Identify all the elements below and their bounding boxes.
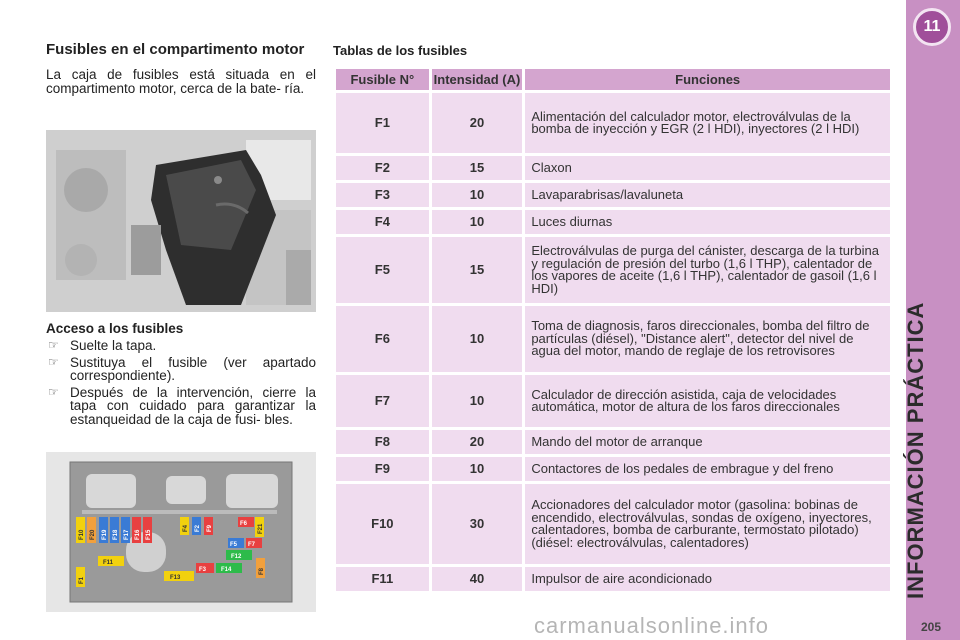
table-row (336, 567, 890, 591)
page-number: 205 (921, 620, 942, 634)
table-row (336, 375, 890, 427)
engine-compartment-photo (46, 130, 316, 312)
column-header-functions: Funciones (525, 69, 890, 90)
fuse-f16-label: F16 (135, 529, 141, 540)
fuse-amperage: 10 (432, 457, 523, 481)
fuse-f8-label: F8 (259, 567, 265, 575)
fuse-f17 (121, 517, 130, 543)
fuse-f12 (226, 550, 252, 560)
fuse-number: F11 (336, 567, 429, 591)
fuse-number: F1 (336, 93, 429, 153)
fuse-amperage: 10 (432, 375, 523, 427)
table-row (336, 183, 890, 207)
fuse-f11-label: F11 (103, 560, 114, 566)
tables-title: Tablas de los fusibles (333, 43, 468, 58)
fuse-number: F5 (336, 237, 429, 303)
fuse-number: F6 (336, 306, 429, 372)
fuse-f18 (110, 517, 119, 543)
hand-pointer-icon: ☞ (48, 384, 59, 399)
fuse-f15-label: F15 (146, 529, 152, 540)
column-header-amps: Intensidad (A) (432, 69, 523, 90)
fuse-amperage: 30 (432, 484, 523, 564)
intro-paragraph: La caja de fusibles está situada en el compartimento motor, cerca de la bate- ría. (46, 67, 316, 96)
fuse-f14-label: F14 (221, 567, 232, 573)
fuse-f13 (164, 571, 194, 581)
section-title: Fusibles en el compartimento motor (46, 41, 305, 58)
fuse-f19 (99, 517, 108, 543)
fuse-amperage: 15 (432, 156, 523, 180)
table-header-row (336, 69, 890, 90)
fuse-f12-label: F12 (231, 554, 242, 560)
fuse-f21 (255, 517, 264, 537)
fuse-f20 (87, 517, 96, 543)
fuse-amperage: 10 (432, 210, 523, 234)
hand-pointer-icon: ☞ (48, 338, 59, 352)
fuse-function: Calculador de dirección asistida, caja de velocidades automática, motor de altura de los faros direccionales (525, 375, 890, 427)
fuse-f9-label: F9 (207, 524, 213, 532)
chapter-number-badge: 11 (913, 8, 951, 46)
fuse-f1-label: F1 (79, 576, 85, 584)
fusebox-diagram (46, 452, 316, 612)
fuse-amperage: 10 (432, 183, 523, 207)
fuse-function: Accionadores del calculador motor (gasolina: bobinas de encendido, electroválvulas, sondas de oxígeno, inyectores, calentadores, bomba de carburante, termostato pilotado) (diésel: electroválvulas, calentadores) (525, 484, 890, 564)
fuse-amperage: 10 (432, 306, 523, 372)
fuse-table (333, 66, 893, 594)
fuse-function: Contactores de los pedales de embrague y del freno (525, 457, 890, 481)
step-item: ☞ Suelte la tapa. (48, 338, 157, 353)
watermark: carmanualsonline.info (534, 613, 770, 638)
fuse-amperage: 15 (432, 237, 523, 303)
fuse-f9 (204, 517, 213, 535)
fuse-f3-label: F3 (199, 567, 207, 573)
table-row (336, 156, 890, 180)
fuse-amperage: 20 (432, 93, 523, 153)
fuse-f19-label: F19 (102, 529, 108, 540)
table-row (336, 93, 890, 153)
fuse-f15 (143, 517, 152, 543)
fuse-amperage: 20 (432, 430, 523, 454)
fuse-number: F10 (336, 484, 429, 564)
fuse-f11 (98, 556, 124, 566)
access-title: Acceso a los fusibles (46, 321, 184, 336)
fuse-function: Alimentación del calculador motor, electroválvulas de la bomba de inyección y EGR (2 l HDI), inyectores (2 l HDI) (525, 93, 890, 153)
fuse-number: F4 (336, 210, 429, 234)
fuse-f20-label: F20 (90, 529, 96, 540)
fuse-f10 (76, 517, 85, 543)
fuse-f3 (196, 563, 214, 573)
fuse-function: Toma de diagnosis, faros direccionales, bomba del filtro de partículas (diésel), "Distance alert", detector del nivel de agua del motor, mando de reglaje de los retrovisores (525, 306, 890, 372)
hand-pointer-icon: ☞ (48, 354, 59, 369)
table-row (336, 430, 890, 454)
chapter-title: INFORMACIÓN PRÁCTICA (903, 301, 928, 599)
step-item: ☞ Sustituya el fusible (ver apartado correspondiente). (48, 354, 316, 383)
fuse-function: Lavaparabrisas/lavaluneta (525, 183, 890, 207)
fuse-f5 (228, 538, 244, 548)
step-item: ☞ Después de la intervención, cierre la tapa con cuidado para garantizar la estanqueidad de la caja de fusi- bles. (48, 384, 316, 427)
fuse-f7 (246, 538, 262, 548)
fuse-function: Impulsor de aire acondicionado (525, 567, 890, 591)
fuse-f6-label: F6 (240, 521, 248, 527)
fuse-f5-label: F5 (230, 542, 238, 548)
access-steps (46, 339, 316, 429)
fuse-amperage: 40 (432, 567, 523, 591)
fuse-f17-label: F17 (124, 529, 130, 540)
fuse-number: F8 (336, 430, 429, 454)
fuse-f1 (76, 567, 85, 587)
fuse-f21-label: F21 (258, 523, 264, 534)
fuse-f8 (256, 558, 265, 578)
fuse-f2 (192, 517, 201, 535)
fuse-f7-label: F7 (248, 542, 256, 548)
column-header-fuse: Fusible N° (336, 69, 429, 90)
left-column (46, 42, 316, 96)
table-row (336, 237, 890, 303)
table-row (336, 484, 890, 564)
fuse-f4-label: F4 (183, 524, 189, 532)
fuse-f18-label: F18 (113, 529, 119, 540)
table-row (336, 306, 890, 372)
fuse-f6 (238, 517, 254, 527)
fuse-f14 (216, 563, 242, 573)
fuse-number: F3 (336, 183, 429, 207)
fuse-number: F7 (336, 375, 429, 427)
fuse-f16 (132, 517, 141, 543)
fuse-f4 (180, 517, 189, 535)
fuse-f2-label: F2 (195, 524, 201, 532)
fuse-f13-label: F13 (170, 575, 181, 581)
fuse-function: Luces diurnas (525, 210, 890, 234)
fuse-f10-label: F10 (79, 529, 85, 540)
fuse-number: F2 (336, 156, 429, 180)
fuse-number: F9 (336, 457, 429, 481)
fuse-function: Electroválvulas de purga del cánister, descarga de la turbina y regulación de presión del turbo (1,6 l THP), calentador de los vapores de aceite (1,6 l THP), calentador de gasoil (1,6 l HDI) (525, 237, 890, 303)
fuse-function: Claxon (525, 156, 890, 180)
fuse-function: Mando del motor de arranque (525, 430, 890, 454)
table-row (336, 457, 890, 481)
table-row (336, 210, 890, 234)
